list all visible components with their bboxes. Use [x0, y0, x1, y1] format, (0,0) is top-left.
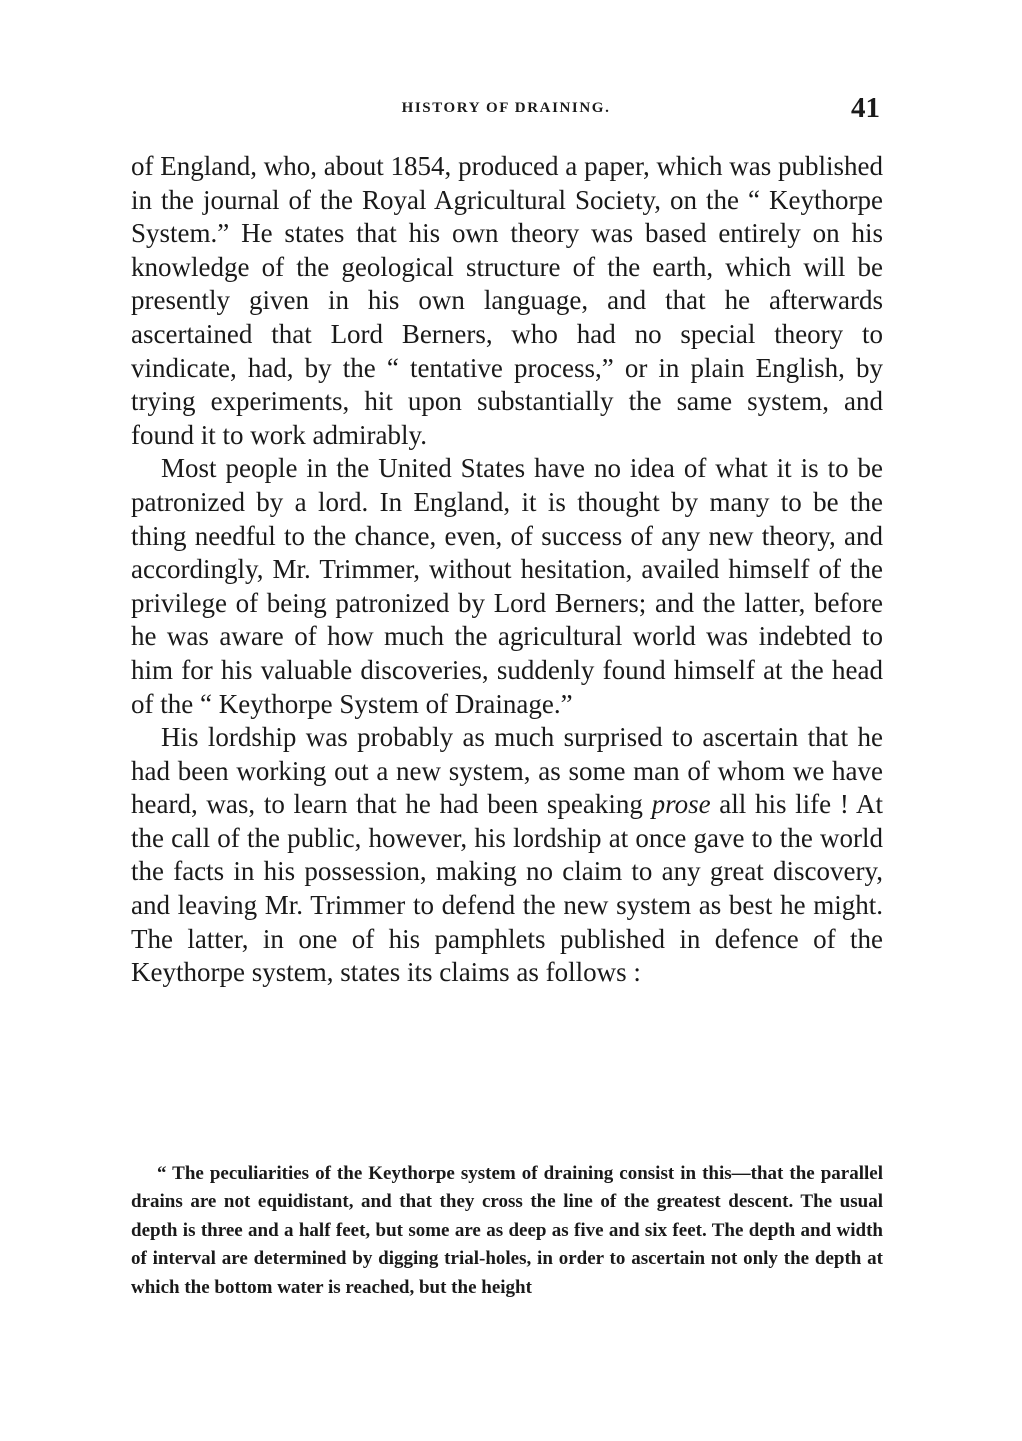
paragraph-1: of England, who, about 1854, produced a paper, which was published in the journal of the Royal Agricultural Society, on the “ Keythorpe System.” He states that his own theory was based entirely on his knowledge of the geological structure of the earth, which will be presently given in his own language, and that he afterwards ascertained that Lord Berners, who had no special theory to vindicate, had, by the “ tentative process,” or in plain English, by trying experiments, hit upon substantially the same system, and found it to work admirably. — [131, 151, 883, 450]
page-number: 41 — [851, 92, 880, 124]
running-head — [130, 92, 882, 126]
paragraph-3 — [131, 721, 883, 990]
paragraph-3-part-1: His lordship was probably as much surprised to ascertain that he had been working out a new system, as some man of whom we have heard, was, to learn that he had been speaking — [131, 722, 883, 820]
body-text — [131, 150, 883, 990]
paragraph-3-part-2: all his life ! At the call of the public, however, his lordship at once gave to the world the facts in his possession, making no claim to any great discovery, and leaving Mr. Trimmer to defend the new system as best he might. The latter, in one of his pamphlets published in defence of the Keythorpe system, states its claims as follows : — [131, 789, 884, 988]
italic-word-prose: prose — [651, 789, 711, 820]
running-title: HISTORY OF DRAINING. — [401, 100, 611, 116]
paragraph-2: Most people in the United States have no idea of what it is to be patronized by a lord. In England, it is thought by many to be the thing needful to the chance, even, of success of any new theory, and accordingly, Mr. Trimmer, without hesitation, availed himself of the privilege of being patronized by Lord Berners; and the latter, before he was aware of how much the agricultural world was indebted to him for his valuable discoveries, suddenly found himself at the head of the “ Keythorpe System of Drainage.” — [131, 453, 883, 719]
block-quote: “ The peculiarities of the Keythorpe system of draining consist in this—that the parallel drains are not equidistant, and that they cross the line of the greatest descent. The usual depth is three and a half feet, but some are as deep as five and six feet. The depth and width of interval are determined by digging trial-holes, in order to ascertain not only the depth at which the bottom water is reached, but the height — [131, 1163, 883, 1298]
